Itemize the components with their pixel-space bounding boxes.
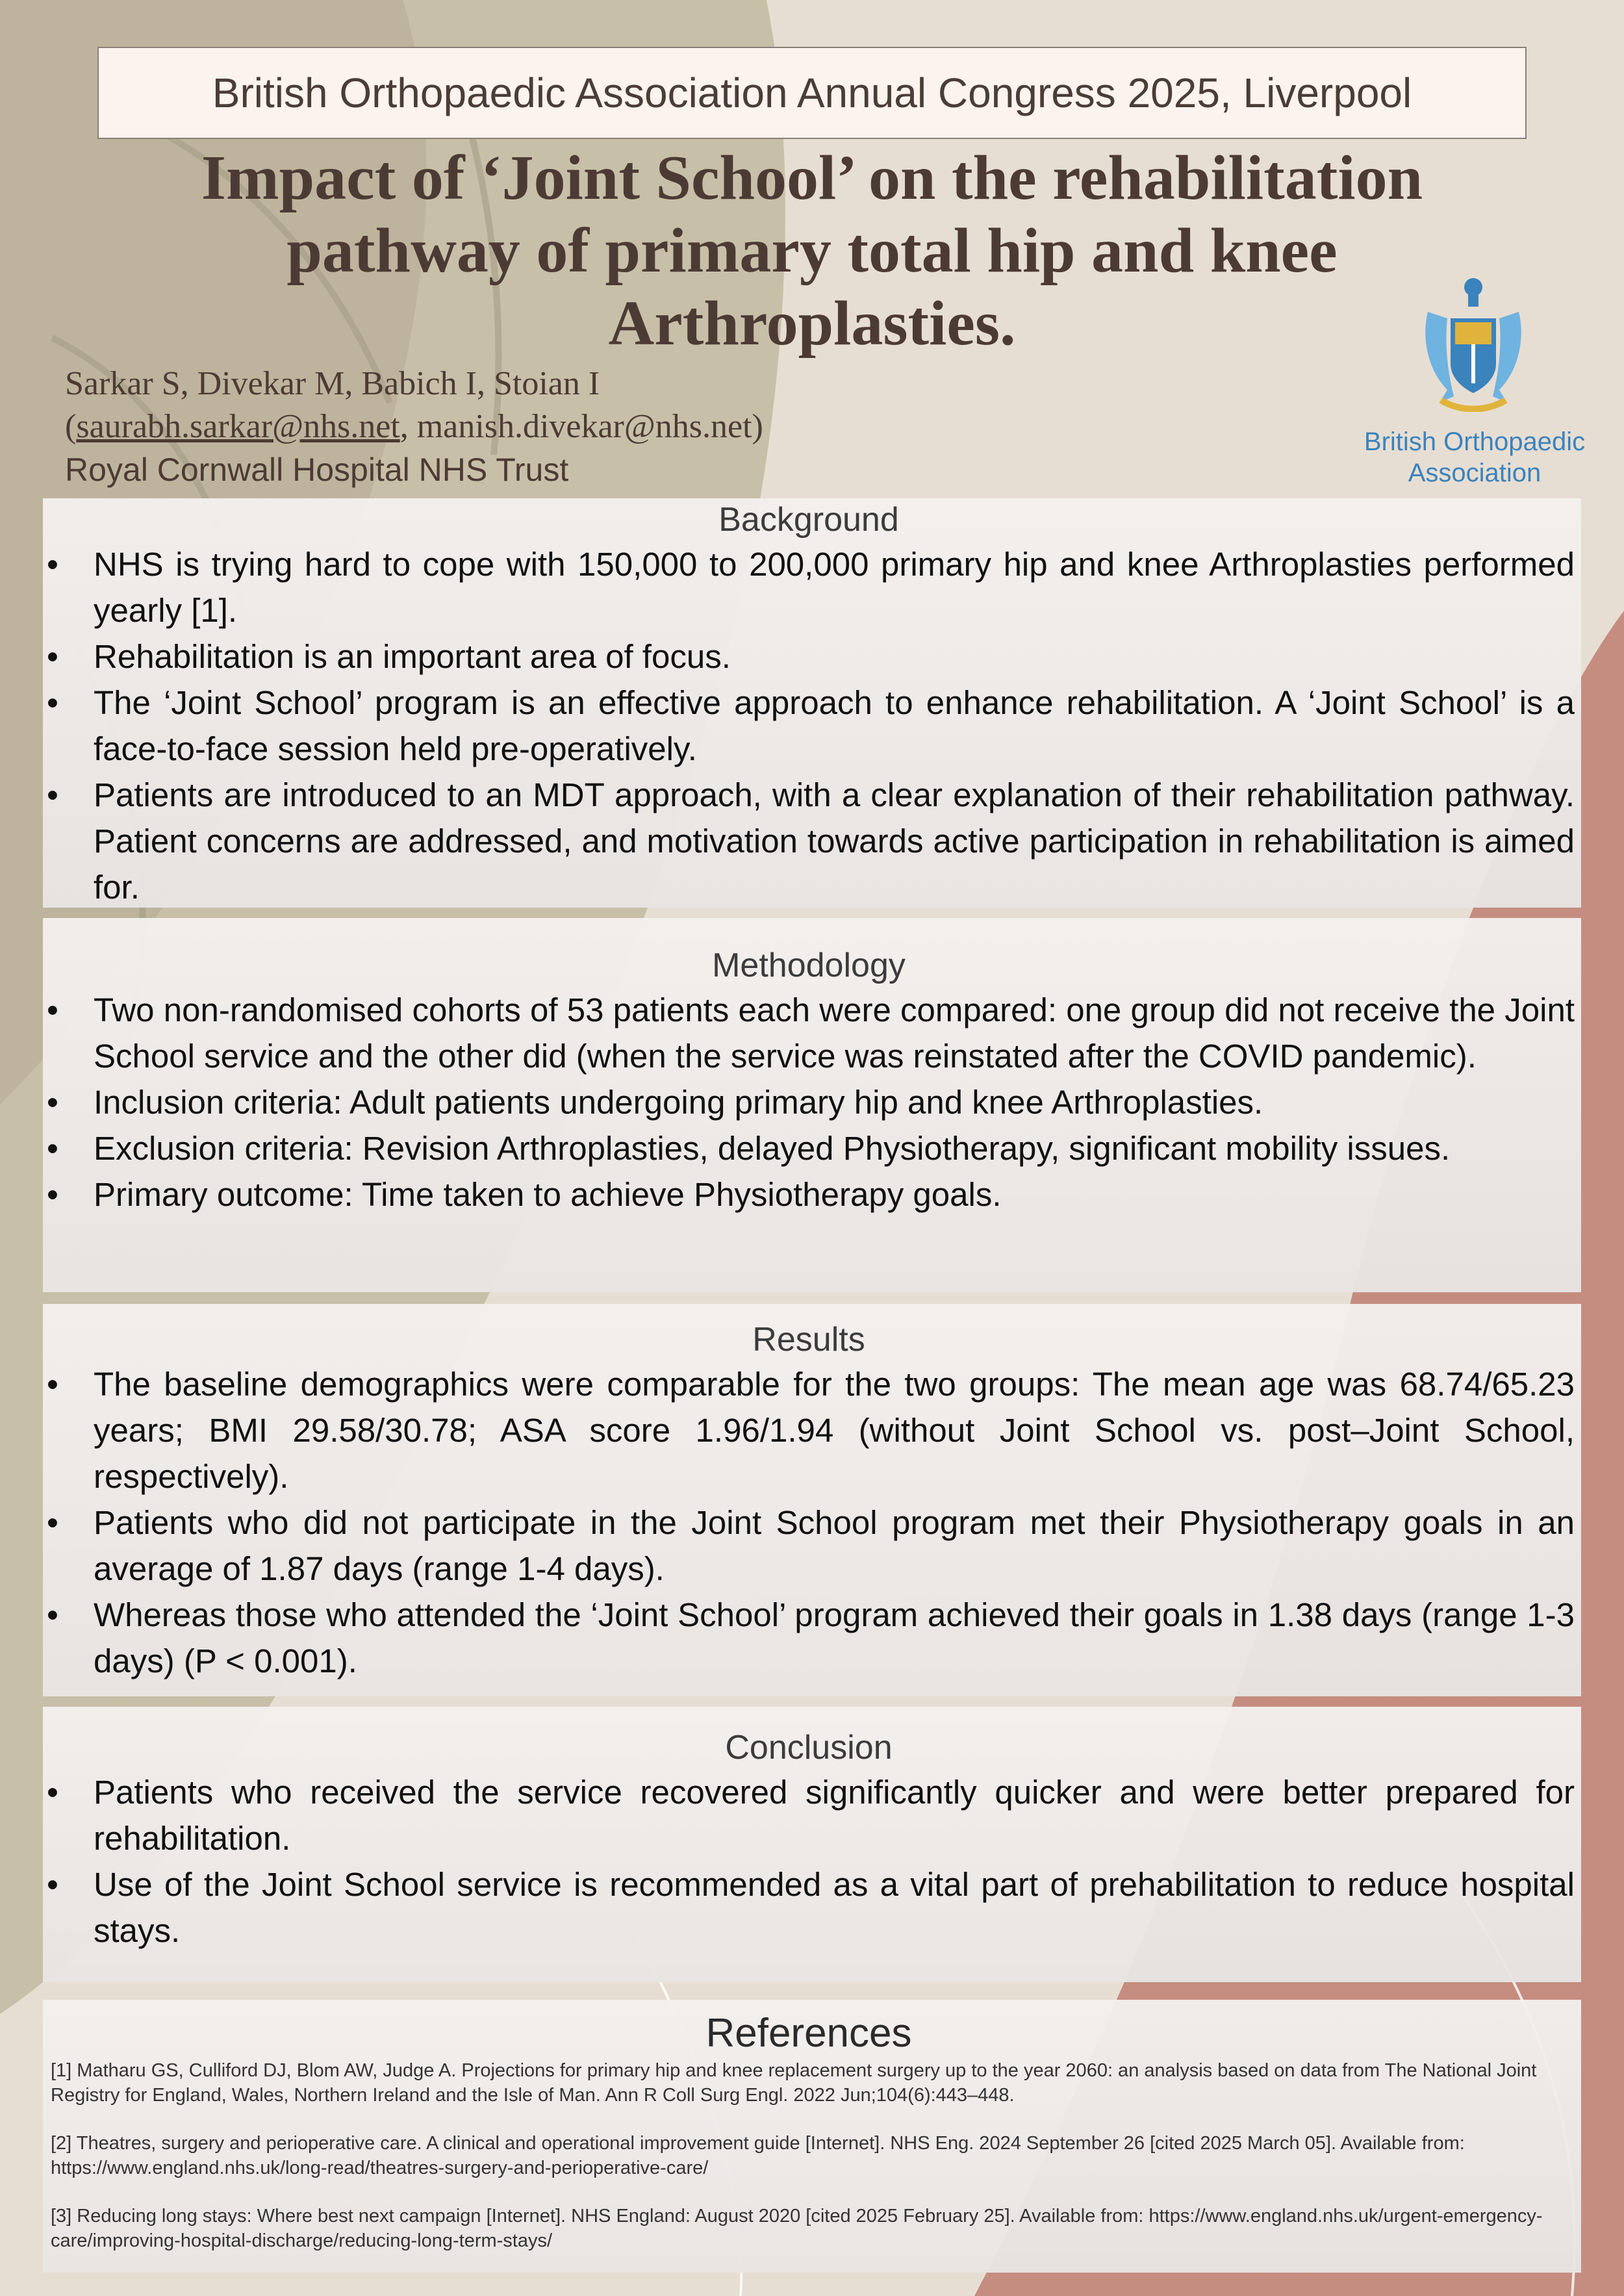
author-names: Sarkar S, Divekar M, Babich I, Stoian I — [65, 365, 600, 402]
conclusion-heading: Conclusion — [725, 1729, 893, 1767]
reference-item: [2] Theatres, surgery and perioperative care. A clinical and operational improvement guide [Internet]. NHS Eng. 2024 September 26 [cited 2025 March 05]. Available from: https://www.england.nhs.uk/long-read/theatres-surgery-and-perioperative-care/ — [51, 2133, 1465, 2178]
reference-item: [3] Reducing long stays: Where best next campaign [Internet]. NHS England: August 2020 [cited 2025 February 25]. Available from: https://www.england.nhs.uk/urgent-emergency-care/improving-hospital-discharge/reducing-long-term-stays/ — [51, 2206, 1543, 2251]
background-section — [43, 498, 1581, 908]
email-link-1[interactable]: saurabh.sarkar@nhs.net — [76, 408, 400, 445]
list-item: • The baseline demographics were comparable for the two groups: The mean age was 68.74/65.23 years; BMI 29.58/30.78; ASA score 1.96/1.94 (without Joint School vs. post–Joint School, respectively). — [43, 1361, 1575, 1499]
list-item: • Inclusion criteria: Adult patients undergoing primary hip and knee Arthroplasties. — [43, 1079, 1575, 1125]
reference-item: [1] Matharu GS, Culliford DJ, Blom AW, Judge A. Projections for primary hip and knee replacement surgery up to the year 2060: an analysis based on data from The National Joint Registry for England, Wales, Northern Ireland and the Isle of Man. Ann R Coll Surg Engl. 2022 Jun;104(6):443–448. — [51, 2060, 1537, 2106]
results-list — [43, 1361, 1575, 1684]
conclusion-list — [43, 1769, 1575, 1954]
methodology-section — [43, 918, 1581, 1292]
results-heading: Results — [752, 1321, 865, 1358]
list-item: • Exclusion criteria: Revision Arthroplasties, delayed Physiotherapy, significant mobility issues. — [43, 1125, 1575, 1171]
list-item: • Patients who did not participate in the Joint School program met their Physiotherapy goals in an average of 1.87 days (range 1-4 days). — [43, 1499, 1575, 1592]
list-item: • Rehabilitation is an important area of focus. — [43, 633, 1575, 680]
author-block — [65, 363, 1104, 491]
list-item: • Two non-randomised cohorts of 53 patients each were compared: one group did not receive the Joint School service and the other did (when the service was reinstated after the COVID pandemic). — [43, 987, 1575, 1079]
background-list — [43, 541, 1575, 910]
list-item: • NHS is trying hard to cope with 150,000 to 200,000 primary hip and knee Arthroplasties performed yearly [1]. — [43, 541, 1575, 633]
poster-title: Impact of ‘Joint School’ on the rehabilitation pathway of primary total hip and knee Arthroplasties. — [201, 143, 1423, 359]
list-item: • Whereas those who attended the ‘Joint School’ program achieved their goals in 1.38 days (range 1-3 days) (P < 0.001). — [43, 1592, 1575, 1684]
boa-crest-logo — [1408, 273, 1538, 412]
results-section — [43, 1304, 1581, 1696]
conference-name: British Orthopaedic Association Annual Congress 2025, Liverpool — [212, 70, 1412, 116]
author-emails: (saurabh.sarkar@nhs.net, manish.divekar@nhs.net) — [65, 408, 763, 445]
references-heading: References — [705, 2011, 912, 2056]
boa-logo-text: British Orthopaedic Association — [1364, 427, 1586, 487]
list-item: • Patients are introduced to an MDT approach, with a clear explanation of their rehabilitation pathway. Patient concerns are addressed, and motivation towards active participation in rehabilitation is aimed for. — [43, 772, 1575, 910]
email-2: manish.divekar@nhs.net — [416, 408, 752, 445]
conference-banner — [97, 47, 1527, 139]
methodology-list — [43, 987, 1575, 1218]
list-item: • The ‘Joint School’ program is an effective approach to enhance rehabilitation. A ‘Joint School’ is a face-to-face session held pre-operatively. — [43, 680, 1575, 772]
background-heading: Background — [718, 501, 899, 539]
list-item: • Primary outcome: Time taken to achieve Physiotherapy goals. — [43, 1171, 1575, 1218]
list-item: • Patients who received the service recovered significantly quicker and were better prepared for rehabilitation. — [43, 1769, 1575, 1861]
references-section — [43, 2000, 1581, 2273]
methodology-heading: Methodology — [712, 947, 906, 984]
conclusion-section — [43, 1707, 1581, 1982]
affiliation: Royal Cornwall Hospital NHS Trust — [65, 452, 569, 488]
list-item: • Use of the Joint School service is recommended as a vital part of prehabilitation to reduce hospital stays. — [43, 1861, 1575, 1954]
